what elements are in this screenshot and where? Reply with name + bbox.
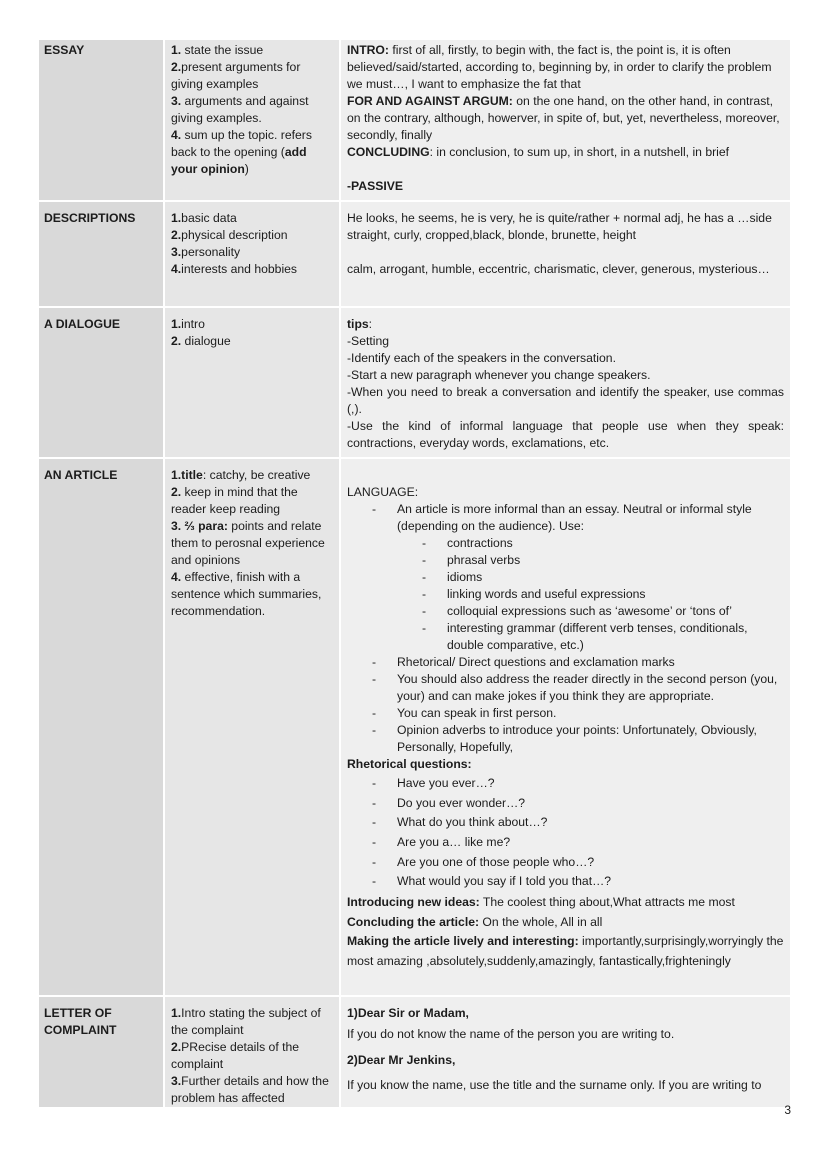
list-item: - idioms xyxy=(347,569,784,586)
salutation-known-note: If you know the name, use the title and the surname only. If you are writing to xyxy=(347,1078,762,1092)
table-row-article xyxy=(39,459,790,995)
row-label: LETTER OF COMPLAINT xyxy=(39,997,163,1107)
list-item: - Opinion adverbs to introduce your points: Unfortunately, Obviously, Personally, Hopefully, xyxy=(347,722,784,756)
tip-item: -Use the kind of informal language that people use when they speak: contractions, everyday words, exclamations, etc. xyxy=(347,419,784,450)
for-against-expressions: FOR AND AGAINST ARGUM: on the one hand, on the other hand, in contrast, on the contrary, although, howerver, in spite of, but, yet, nevertheless, moreover, secondly, finally xyxy=(347,94,780,142)
lively-expressions: Making the article lively and interesting: importantly,surprisingly,worryingly the most amazing ,absolutely,suddenly,amazingly, fantastically,frighteningly xyxy=(347,934,784,968)
row-content xyxy=(341,997,790,1107)
tip-item: -Start a new paragraph whenever you change speakers. xyxy=(347,368,651,382)
step-text: 1.intro xyxy=(171,317,205,331)
personality-adjectives: calm, arrogant, humble, eccentric, charismatic, clever, generous, mysterious… xyxy=(347,262,770,276)
row-label: ESSAY xyxy=(39,40,163,200)
language-heading: LANGUAGE: xyxy=(347,485,419,499)
rhetorical-list xyxy=(347,775,784,890)
step-text: 1.basic data xyxy=(171,211,237,225)
step-text: 2. dialogue xyxy=(171,334,231,348)
list-item: - An article is more informal than an essay. Neutral or informal style (depending on the audience). Use: xyxy=(347,501,784,535)
list-item: - Are you a… like me? xyxy=(347,834,784,851)
new-ideas-expressions: Introducing new ideas: The coolest thing about,What attracts me most xyxy=(347,895,735,910)
list-item: - contractions xyxy=(347,535,784,552)
list-item: - phrasal verbs xyxy=(347,552,784,569)
list-item: - What do you think about…? xyxy=(347,814,784,831)
salutation-known: 2)Dear Mr Jenkins, xyxy=(347,1052,456,1067)
table-row-essay xyxy=(39,40,790,200)
list-item: - interesting grammar (different verb tenses, conditionals, double comparative, etc.) xyxy=(347,620,784,654)
use-list xyxy=(347,535,784,654)
table-row-descriptions xyxy=(39,202,790,306)
tip-item: -Setting xyxy=(347,334,390,348)
step-text: 2.PRecise details of the complaint xyxy=(171,1040,300,1071)
page-number: 3 xyxy=(784,1103,791,1117)
step-text: 1.title: catchy, be creative xyxy=(171,468,311,482)
concluding-expressions: Concluding the article: On the whole, All in all xyxy=(347,914,603,929)
list-item: - You should also address the reader directly in the second person (you, your) and can make jokes if you think they are appropriate. xyxy=(347,671,784,705)
concluding-expressions: CONCLUDING: in conclusion, to sum up, in short, in a nutshell, in brief xyxy=(347,145,730,159)
row-steps xyxy=(165,997,339,1107)
row-steps xyxy=(165,40,339,200)
table-row-dialogue xyxy=(39,308,790,457)
row-label: DESCRIPTIONS xyxy=(39,202,163,306)
step-text: 3.personality xyxy=(171,245,241,259)
tip-item: -Identify each of the speakers in the conversation. xyxy=(347,351,616,365)
description-phrases: He looks, he seems, he is very, he is quite/rather + normal adj, he has a …side xyxy=(347,211,772,225)
step-text: 1.Intro stating the subject of the complaint xyxy=(171,1006,321,1037)
rhetorical-heading: Rhetorical questions: xyxy=(347,757,472,771)
step-text: 2.physical description xyxy=(171,228,288,242)
tips-heading: tips: xyxy=(347,317,373,331)
language-list xyxy=(347,501,784,535)
salutation-unknown-note: If you do not know the name of the person you are writing to. xyxy=(347,1027,675,1041)
row-steps xyxy=(165,308,339,457)
step-text: 2.present arguments for giving examples xyxy=(171,60,301,91)
tip-item: -When you need to break a conversation and identify the speaker, use commas (,). xyxy=(347,385,784,416)
intro-expressions: INTRO: first of all, firstly, to begin with, the fact is, the point is, it is often believed/said/started, according to, beginning by, in order to clarify the problem we must…, I want to emphasize the fat that xyxy=(347,43,772,91)
row-content xyxy=(341,459,790,995)
row-steps xyxy=(165,459,339,995)
step-text: 3.Further details and how the problem has affected xyxy=(171,1074,329,1105)
list-item: - Have you ever…? xyxy=(347,775,784,792)
step-text: 3. ⅔ para: points and relate them to perosnal experience and opinions xyxy=(171,519,325,567)
step-text: 2. keep in mind that the reader keep reading xyxy=(171,485,298,516)
row-steps xyxy=(165,202,339,306)
step-text: 3. arguments and against giving examples. xyxy=(171,94,309,125)
list-item: - colloquial expressions such as ‘awesome’ or ‘tons of’ xyxy=(347,603,784,620)
list-item: - You can speak in first person. xyxy=(347,705,784,722)
salutation-unknown: 1)Dear Sir or Madam, xyxy=(347,1006,469,1020)
step-text: 4.interests and hobbies xyxy=(171,262,298,276)
row-content xyxy=(341,308,790,457)
row-label: AN ARTICLE xyxy=(39,459,163,995)
list-item: - What would you say if I told you that…? xyxy=(347,873,784,890)
list-item: - Do you ever wonder…? xyxy=(347,795,784,812)
step-text: 4. sum up the topic. refers back to the opening (add your opinion) xyxy=(171,128,312,176)
list-item: - Rhetorical/ Direct questions and exclamation marks xyxy=(347,654,784,671)
list-item: - Are you one of those people who…? xyxy=(347,854,784,871)
table-row-complaint xyxy=(39,997,790,1107)
list-item: - linking words and useful expressions xyxy=(347,586,784,603)
step-text: 1. state the issue xyxy=(171,43,264,57)
writing-guide-table xyxy=(37,40,792,1107)
row-content xyxy=(341,202,790,306)
step-text: 4. effective, finish with a sentence which summaries, recommendation. xyxy=(171,570,322,618)
row-label: A DIALOGUE xyxy=(39,308,163,457)
passive-note: -PASSIVE xyxy=(347,179,403,193)
row-content xyxy=(341,40,790,200)
hair-vocabulary: straight, curly, cropped,black, blonde, brunette, height xyxy=(347,228,637,242)
style-list xyxy=(347,654,784,756)
